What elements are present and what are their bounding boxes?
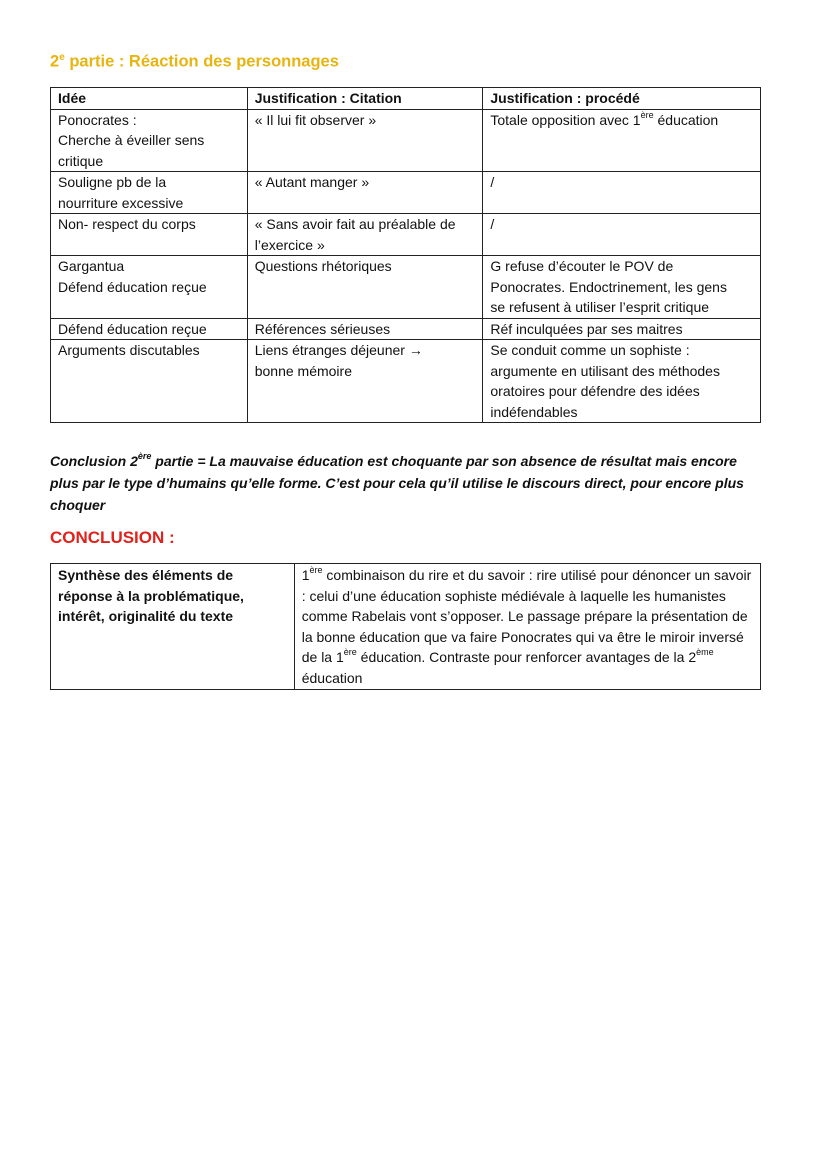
cell-line: / bbox=[490, 174, 495, 190]
cell-line: Gargantua bbox=[58, 258, 125, 274]
table-row bbox=[51, 318, 761, 340]
cell-idee bbox=[51, 340, 248, 423]
cell-line: l’exercice » bbox=[254, 236, 325, 253]
cell-procede bbox=[483, 318, 761, 340]
cell-line: intérêt, originalité du texte bbox=[58, 608, 234, 624]
cell-line: Réf inculquées par ses maitres bbox=[490, 320, 683, 337]
cell-line: Se conduit comme un sophiste : bbox=[490, 342, 690, 358]
cell-procede bbox=[483, 109, 761, 172]
cell-line: « Il lui fit observer » bbox=[254, 111, 377, 128]
cell-citation bbox=[247, 318, 483, 340]
section-title-rest: partie : Réaction des personnages bbox=[64, 52, 339, 71]
cell-citation bbox=[247, 256, 483, 319]
cell-text: éducation. Contraste pour renforcer avantages de la 2 bbox=[356, 649, 697, 665]
cell-line: / bbox=[490, 216, 495, 232]
header-procede: Justification : procédé bbox=[483, 88, 761, 110]
section-title bbox=[50, 52, 339, 72]
cell-procede bbox=[483, 256, 761, 319]
cell-sup: ème bbox=[696, 647, 714, 658]
cell-citation bbox=[247, 214, 483, 256]
cell-line: se refusent à utiliser l’esprit critique bbox=[490, 299, 710, 315]
cell-citation bbox=[247, 109, 483, 172]
table-row bbox=[51, 109, 761, 172]
cell-text: 1 bbox=[301, 567, 310, 583]
cell-line: Cherche à éveiller sens bbox=[58, 132, 205, 148]
cell-idee bbox=[51, 256, 248, 319]
cell-line: indéfendables bbox=[490, 403, 578, 420]
table-row bbox=[51, 214, 761, 256]
conclusion-partie-sup: ère bbox=[137, 451, 152, 462]
table-row bbox=[51, 256, 761, 319]
cell-procede bbox=[483, 172, 761, 214]
cell-line: Synthèse des éléments de bbox=[58, 567, 234, 583]
conclusion-partie-pre: Conclusion 2 bbox=[50, 453, 138, 469]
header-citation: Justification : Citation bbox=[247, 88, 483, 110]
conclusion-partie-paragraph bbox=[50, 450, 761, 516]
cell-sup: ère bbox=[309, 565, 323, 576]
cell-idee bbox=[51, 214, 248, 256]
conclusion-right-cell bbox=[294, 564, 760, 690]
table-row bbox=[51, 340, 761, 423]
cell-line: oratoires pour défendre des idées bbox=[490, 383, 700, 399]
cell-line: « Sans avoir fait au préalable de bbox=[254, 216, 456, 232]
cell-idee bbox=[51, 172, 248, 214]
cell-text: éducation bbox=[653, 111, 719, 128]
header-idee: Idée bbox=[51, 88, 248, 110]
cell-line: nourriture excessive bbox=[58, 194, 184, 211]
section-title-sup: e bbox=[59, 52, 65, 63]
cell-idee bbox=[51, 109, 248, 172]
cell-line: bonne mémoire bbox=[254, 362, 352, 379]
cell-idee bbox=[51, 318, 248, 340]
section-title-prefix: 2 bbox=[50, 52, 60, 71]
cell-text: éducation bbox=[301, 669, 363, 686]
conclusion-partie-post: partie = La mauvaise éducation est choquante par son absence de résultat mais encore plus par le type d’humains qu’elle forme. C’est pour cela qu’il utilise le discours direct, pour encore plus choquer bbox=[50, 453, 744, 513]
cell-line: réponse à la problématique, bbox=[58, 587, 244, 604]
conclusion-left-cell bbox=[51, 564, 295, 690]
cell-line: Défend éducation reçue bbox=[58, 320, 207, 337]
cell-text: Totale opposition avec 1 bbox=[490, 111, 641, 128]
cell-line: G refuse d’écouter le POV de bbox=[490, 258, 674, 274]
conclusion-table bbox=[50, 563, 761, 690]
reaction-table bbox=[50, 87, 761, 423]
cell-line: Références sérieuses bbox=[254, 320, 391, 337]
conclusion-title: CONCLUSION : bbox=[50, 528, 175, 547]
table-row bbox=[51, 172, 761, 214]
cell-line: Liens étranges déjeuner → bbox=[254, 342, 423, 358]
cell-line: Non- respect du corps bbox=[58, 216, 196, 232]
cell-line: argumente en utilisant des méthodes bbox=[490, 362, 720, 379]
cell-text: combinaison du rire et du savoir : rire utilisé pour dénoncer un savoir : celui d’une éducation sophiste médiévale à laquelle les humanistes comme Rabelais vont s’opposer. Le passage prépare la présentation de la bonne éducation que va faire Ponocrates qui va être le miroir inversé de la 1 bbox=[301, 567, 752, 665]
cell-citation bbox=[247, 172, 483, 214]
cell-line: Questions rhétoriques bbox=[254, 258, 392, 274]
table-row bbox=[51, 564, 761, 690]
cell-line: Ponocrates. Endoctrinement, les gens bbox=[490, 278, 727, 295]
cell-citation bbox=[247, 340, 483, 423]
cell-line: « Autant manger » bbox=[254, 174, 370, 190]
cell-procede bbox=[483, 214, 761, 256]
table-header-row bbox=[51, 88, 761, 110]
cell-line: Arguments discutables bbox=[58, 342, 200, 358]
cell-sup: ère bbox=[640, 109, 654, 120]
cell-sup: ère bbox=[343, 647, 357, 658]
cell-line: Défend éducation reçue bbox=[58, 278, 207, 295]
cell-line: Souligne pb de la bbox=[58, 174, 167, 190]
cell-line: Ponocrates : bbox=[58, 111, 137, 128]
cell-procede bbox=[483, 340, 761, 423]
cell-line: critique bbox=[58, 152, 104, 169]
